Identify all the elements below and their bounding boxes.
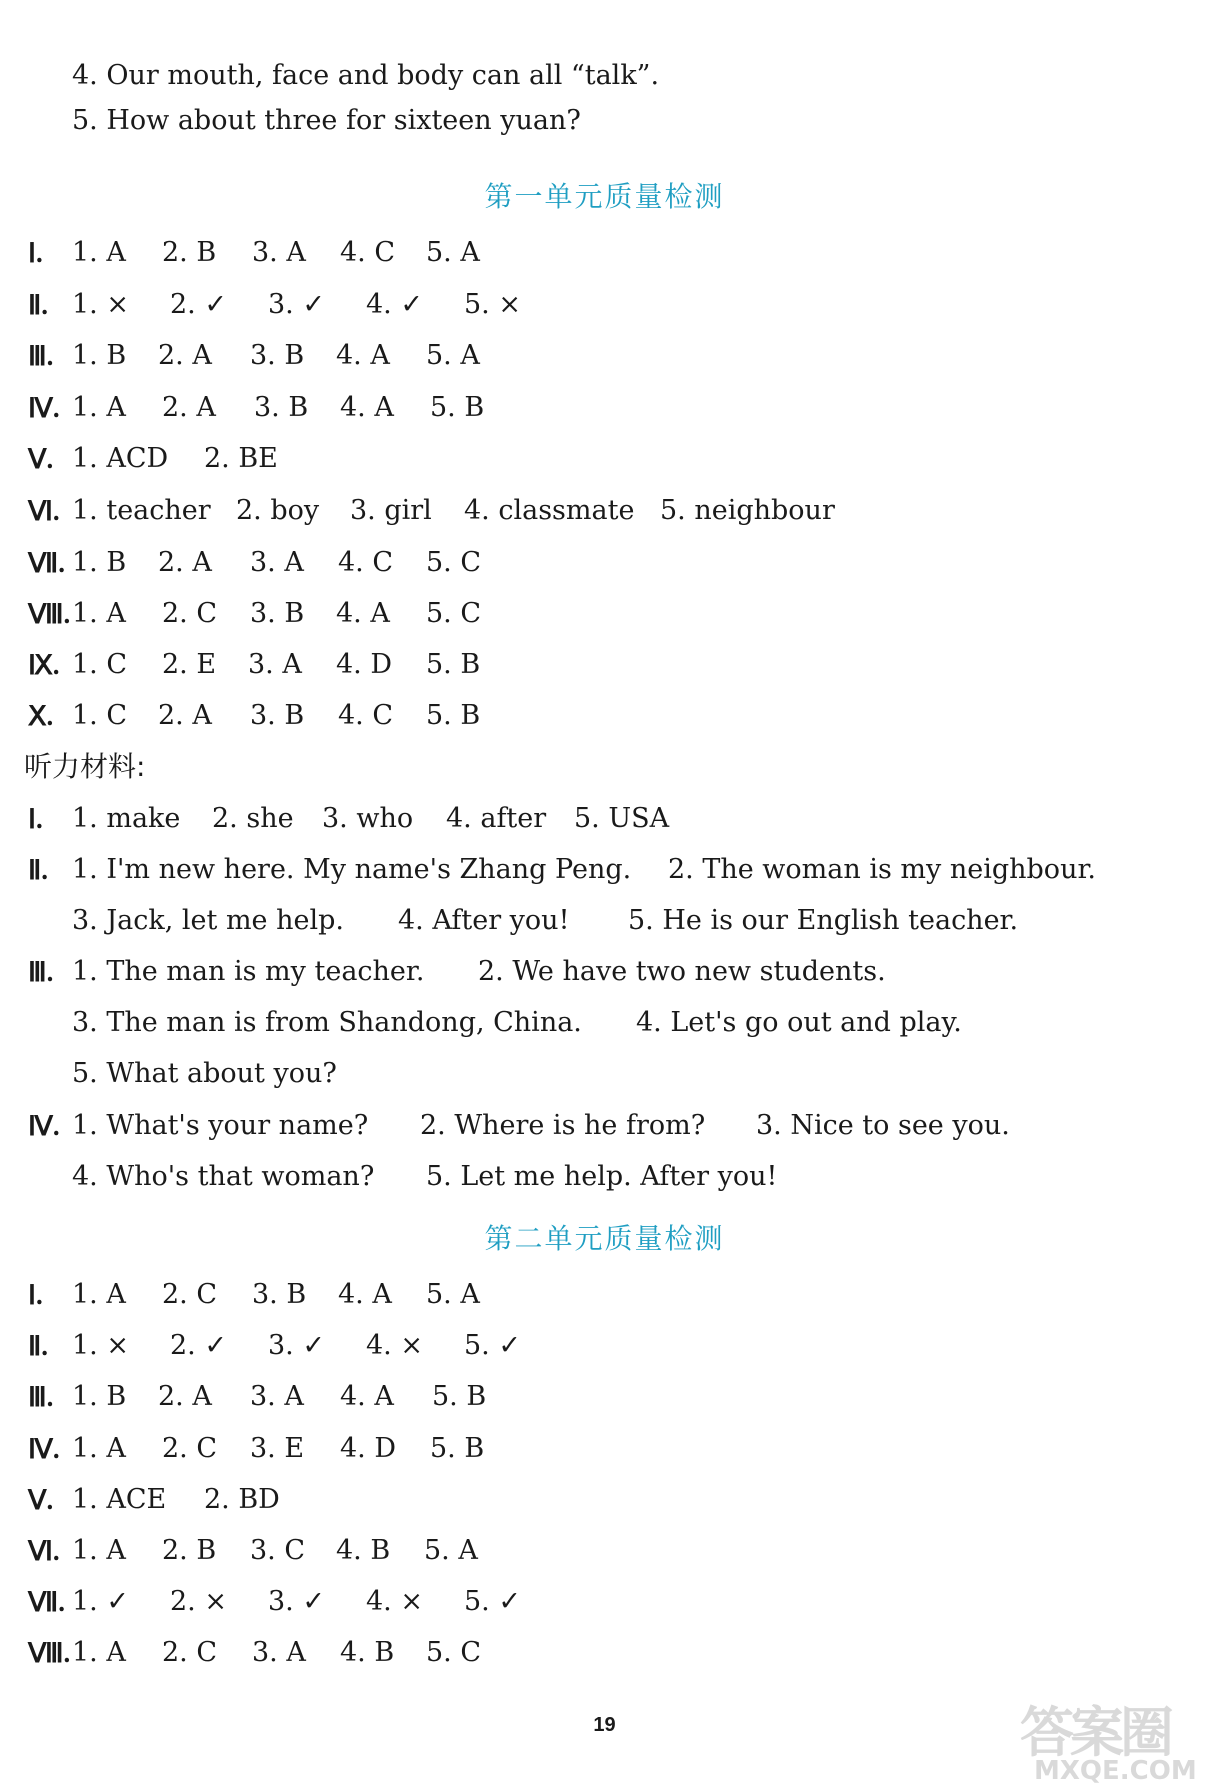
answer-item: 5. A — [426, 237, 480, 268]
answer-row — [0, 336, 1209, 376]
answer-item: 4. A — [336, 598, 390, 629]
answer-row — [0, 1531, 1209, 1571]
listening-row — [0, 1157, 1209, 1197]
answer-row — [0, 1582, 1209, 1622]
roman-numeral: Ⅶ. — [28, 1587, 65, 1617]
listening-item: 3. Nice to see you. — [756, 1110, 1010, 1141]
answer-item: 3. B — [250, 598, 305, 629]
answer-item: 1. A — [72, 392, 126, 423]
answer-row — [0, 439, 1209, 479]
answer-item: 3. A — [250, 547, 304, 578]
roman-numeral: Ⅸ. — [28, 650, 60, 680]
answer-item: 1. A — [72, 1279, 126, 1310]
answer-item: 5. C — [426, 598, 482, 629]
roman-numeral: Ⅴ. — [28, 444, 54, 474]
answer-item: 4. ✓ — [366, 289, 423, 320]
answer-item: 5. B — [430, 392, 485, 423]
answer-item: 4. A — [338, 1279, 392, 1310]
answer-item: 2. boy — [236, 495, 320, 526]
answer-item: 4. × — [366, 1330, 423, 1361]
answer-item: 2. × — [170, 1586, 227, 1617]
answer-item: 4. B — [336, 1535, 391, 1566]
watermark-logo — [1000, 1690, 1200, 1790]
answer-item: 1. A — [72, 598, 126, 629]
answer-item: 3. C — [250, 1535, 306, 1566]
answer-item: 4. D — [340, 1433, 396, 1464]
answer-item: 5. A — [424, 1535, 478, 1566]
answer-item: 5. B — [426, 649, 481, 680]
listening-item: 5. What about you? — [72, 1058, 337, 1089]
answer-item: 2. BD — [204, 1484, 280, 1515]
answer-item: 2. A — [158, 340, 212, 371]
answer-item: 4. C — [338, 700, 394, 731]
roman-numeral: Ⅹ. — [28, 701, 54, 731]
roman-numeral: Ⅲ. — [28, 1382, 54, 1412]
answer-item: 4. A — [340, 392, 394, 423]
answer-item: 2. BE — [204, 443, 278, 474]
answer-item: 1. C — [72, 700, 128, 731]
listening-row — [0, 850, 1209, 890]
answer-line — [0, 101, 1209, 141]
answer-item: 1. × — [72, 1330, 129, 1361]
answer-row — [0, 594, 1209, 634]
answer-row — [0, 645, 1209, 685]
answer-row — [0, 491, 1209, 531]
answer-item: 2. A — [162, 392, 216, 423]
roman-numeral: Ⅰ. — [28, 238, 43, 268]
answer-item: 5. ✓ — [464, 1330, 521, 1361]
answer-item: 1. B — [72, 340, 127, 371]
listening-item: 5. USA — [574, 803, 670, 834]
answer-item: 3. ✓ — [268, 289, 325, 320]
listening-item: 1. The man is my teacher. — [72, 956, 425, 987]
answer-item: 2. ✓ — [170, 1330, 227, 1361]
answer-item: 1. A — [72, 1433, 126, 1464]
roman-numeral: Ⅱ. — [28, 1331, 49, 1361]
roman-numeral: Ⅳ. — [28, 1111, 60, 1141]
watermark-logo-text: 答案圈 — [1020, 1701, 1170, 1764]
answer-item: 3. A — [248, 649, 302, 680]
listening-item: 3. Jack, let me help. — [72, 905, 344, 936]
answer-item: 4. A — [336, 340, 390, 371]
answer-item: 2. C — [162, 598, 218, 629]
answer-item: 1. B — [72, 1381, 127, 1412]
answer-item: 1. A — [72, 237, 126, 268]
answer-item: 5. ✓ — [464, 1586, 521, 1617]
listening-row — [0, 952, 1209, 992]
answer-item: 1. B — [72, 547, 127, 578]
answer-item: 1. ACE — [72, 1484, 167, 1515]
roman-numeral: Ⅴ. — [28, 1485, 54, 1515]
answer-row — [0, 1275, 1209, 1315]
answer-row — [0, 1480, 1209, 1520]
watermark-site-text: MXQE.COM — [1034, 1756, 1197, 1786]
listening-item: 5. Let me help. After you! — [426, 1161, 778, 1192]
roman-numeral: Ⅵ. — [28, 1536, 60, 1566]
answer-item: 5. B — [430, 1433, 485, 1464]
answer-item: 2. B — [162, 1535, 217, 1566]
answer-item: 5. B — [426, 700, 481, 731]
listening-item: 1. make — [72, 803, 181, 834]
answer-item: 5. A — [426, 340, 480, 371]
answer-row — [0, 543, 1209, 583]
answer-item: 3. B — [254, 392, 309, 423]
listening-item: 3. The man is from Shandong, China. — [72, 1007, 582, 1038]
roman-numeral: Ⅰ. — [28, 804, 43, 834]
answer-item: 3. ✓ — [268, 1330, 325, 1361]
answer-item: 5. B — [432, 1381, 487, 1412]
answer-item: 2. ✓ — [170, 289, 227, 320]
answer-item: 3. ✓ — [268, 1586, 325, 1617]
listening-row — [0, 799, 1209, 839]
answer-item: 1. ✓ — [72, 1586, 129, 1617]
answer-row — [0, 233, 1209, 273]
answer-item: 2. B — [162, 237, 217, 268]
answer-row — [0, 1377, 1209, 1417]
answer-item: 3. A — [252, 1637, 306, 1668]
answer-row — [0, 388, 1209, 428]
listening-item: 1. I'm new here. My name's Zhang Peng. — [72, 854, 632, 885]
answer-item: 4. C — [338, 547, 394, 578]
answer-row — [0, 696, 1209, 736]
answer-item: 5. A — [426, 1279, 480, 1310]
answer-item: 1. A — [72, 1637, 126, 1668]
roman-numeral: Ⅱ. — [28, 855, 49, 885]
answer-item: 4. B — [340, 1637, 395, 1668]
roman-numeral: Ⅳ. — [28, 1434, 60, 1464]
roman-numeral: Ⅳ. — [28, 393, 60, 423]
answer-sentence: 4. Our mouth, face and body can all “talk”. — [72, 60, 660, 91]
listening-item: 4. Let's go out and play. — [636, 1007, 962, 1038]
listening-row — [0, 1054, 1209, 1094]
listening-item: 2. We have two new students. — [478, 956, 886, 987]
listening-item: 4. Who's that woman? — [72, 1161, 375, 1192]
roman-numeral: Ⅷ. — [28, 599, 71, 629]
roman-numeral: Ⅵ. — [28, 496, 60, 526]
answer-item: 1. ACD — [72, 443, 169, 474]
answer-item: 2. A — [158, 1381, 212, 1412]
answer-item: 3. girl — [350, 495, 432, 526]
listening-row — [0, 1003, 1209, 1043]
roman-numeral: Ⅲ. — [28, 341, 54, 371]
listening-item: 5. He is our English teacher. — [628, 905, 1019, 936]
answer-item: 5. neighbour — [660, 495, 835, 526]
roman-numeral: Ⅶ. — [28, 548, 65, 578]
listening-item: 4. After you! — [398, 905, 570, 936]
answer-item: 3. B — [250, 700, 305, 731]
answer-item: 4. × — [366, 1586, 423, 1617]
answer-item: 2. A — [158, 547, 212, 578]
listening-item: 2. Where is he from? — [420, 1110, 706, 1141]
unit-2-title: 第二单元质量检测 — [484, 1222, 725, 1255]
answer-item: 1. teacher — [72, 495, 211, 526]
answer-item: 3. B — [252, 1279, 307, 1310]
unit-1-title: 第一单元质量检测 — [484, 180, 725, 213]
roman-numeral: Ⅲ. — [28, 957, 54, 987]
answer-item: 4. C — [340, 237, 396, 268]
answer-item: 2. C — [162, 1433, 218, 1464]
roman-numeral: Ⅰ. — [28, 1280, 43, 1310]
listening-row — [0, 1106, 1209, 1146]
listening-item: 3. who — [322, 803, 414, 834]
answer-item: 3. A — [252, 237, 306, 268]
listening-materials-label: 听力材料: — [24, 750, 146, 783]
listening-item: 2. she — [212, 803, 294, 834]
listening-item: 2. The woman is my neighbour. — [668, 854, 1096, 885]
answer-item: 2. A — [158, 700, 212, 731]
answer-item: 2. E — [162, 649, 217, 680]
answer-row — [0, 1633, 1209, 1673]
page-number: 19 — [593, 1714, 616, 1736]
answer-item: 1. C — [72, 649, 128, 680]
answer-item: 5. C — [426, 547, 482, 578]
answer-item: 2. C — [162, 1637, 218, 1668]
answer-item: 5. C — [426, 1637, 482, 1668]
answer-item: 4. classmate — [464, 495, 635, 526]
answer-item: 2. C — [162, 1279, 218, 1310]
answer-item: 4. A — [340, 1381, 394, 1412]
answer-row — [0, 1326, 1209, 1366]
answer-item: 4. D — [336, 649, 392, 680]
answer-line — [0, 56, 1209, 96]
listening-item: 4. after — [446, 803, 547, 834]
answer-row — [0, 1429, 1209, 1469]
answer-item: 3. B — [250, 340, 305, 371]
answer-item: 1. A — [72, 1535, 126, 1566]
listening-item: 1. What's your name? — [72, 1110, 369, 1141]
answer-item: 1. × — [72, 289, 129, 320]
roman-numeral: Ⅷ. — [28, 1638, 71, 1668]
answer-sentence: 5. How about three for sixteen yuan? — [72, 105, 581, 136]
answer-row — [0, 285, 1209, 325]
listening-row — [0, 901, 1209, 941]
roman-numeral: Ⅱ. — [28, 290, 49, 320]
answer-item: 3. E — [250, 1433, 305, 1464]
answer-item: 3. A — [250, 1381, 304, 1412]
answer-item: 5. × — [464, 289, 521, 320]
